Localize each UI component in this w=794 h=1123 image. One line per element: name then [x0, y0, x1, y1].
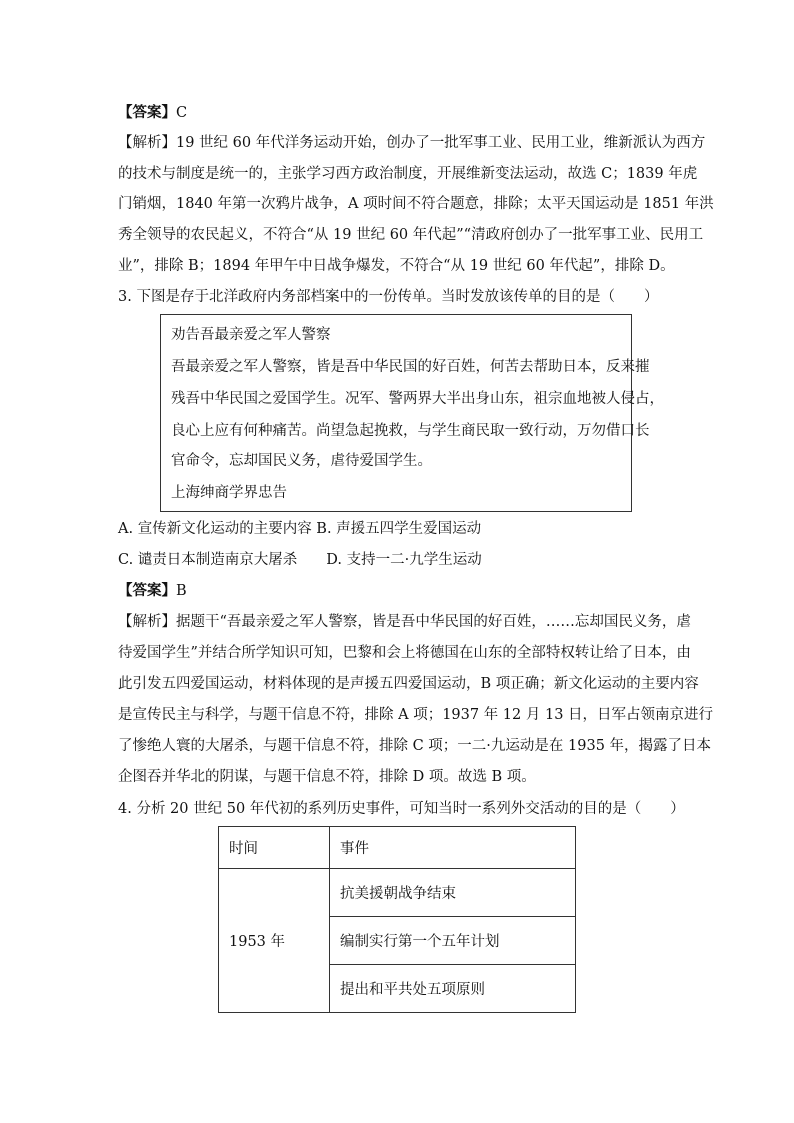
event-cell-3: 提出和平共处五项原则	[330, 965, 576, 1013]
q2-analysis-line-2: 的技术与制度是统一的，主张学习西方政治制度，开展维新变法运动，故选 C；1839 年虎	[118, 166, 698, 182]
q3-analysis-line-5: 了惨绝人寰的大屠杀，与题干信息不符，排除 C 项；一二·九运动是在 1935 年，揭露了日本	[118, 738, 712, 754]
passage-line-6: 上海绅商学界忠告	[171, 485, 287, 501]
table-row	[219, 869, 576, 917]
header-time: 时间	[219, 827, 330, 869]
q2-analysis-line-1: 【解析】19 世纪 60 年代洋务运动开始，创办了一批军事工业、民用工业，维新派认为西方	[118, 135, 706, 151]
q2-analysis-line-5: 业”，排除 B；1894 年甲午中日战争爆发，不符合“从 19 世纪 60 年代起”，排除 D。	[118, 258, 675, 274]
q3-analysis-line-1: 【解析】据题干“吾最亲爱之军人警察，皆是吾中华民国的好百姓，……忘却国民义务，虐	[118, 614, 691, 630]
q3-question: 3. 下图是存于北洋政府内务部档案中的一份传单。当时发放该传单的目的是（ ）	[118, 289, 659, 305]
table-header-row	[219, 827, 576, 869]
answer-value: C	[176, 105, 188, 121]
q3-options-line-2: C. 谴责日本制造南京大屠杀 D. 支持一二·九学生运动	[118, 552, 482, 568]
passage-line-4: 良心上应有何种痛苦。尚望急起挽救，与学生商民取一致行动，万勿借口长	[171, 423, 650, 439]
q3-analysis-line-2: 待爱国学生”并结合所学知识可知，巴黎和会上将德国在山东的全部特权转让给了日本，由	[118, 645, 691, 661]
q3-analysis-line-3: 此引发五四爱国运动，材料体现的是声援五四爱国运动，B 项正确；新文化运动的主要内容	[118, 676, 699, 692]
answer-value: B	[176, 583, 187, 599]
q2-analysis-line-4: 秀全领导的农民起义，不符合“从 19 世纪 60 年代起”“清政府创办了一批军事工业、民用工	[118, 227, 704, 243]
q4-events-table	[218, 826, 576, 1013]
event-cell-1: 抗美援朝战争结束	[330, 869, 576, 917]
q3-analysis-line-4: 是宣传民主与科学，与题干信息不符，排除 A 项；1937 年 12 月 13 日，日军占领南京进行	[118, 707, 714, 723]
q3-analysis-line-6: 企图吞并华北的阴谋，与题干信息不符，排除 D 项。故选 B 项。	[118, 769, 536, 785]
q4-question: 4. 分析 20 世纪 50 年代初的系列历史事件，可知当时一系列外交活动的目的是（ ）	[118, 801, 685, 817]
answer-tag: 【答案】	[118, 104, 176, 121]
answer-tag: 【答案】	[118, 582, 176, 599]
passage-line-1: 劝告吾最亲爱之军人警察	[171, 327, 331, 343]
q2-analysis-line-3: 门销烟，1840 年第一次鸦片战争，A 项时间不符合题意，排除；太平天国运动是 1851 年洪	[118, 196, 714, 212]
q3-options-line-1: A. 宣传新文化运动的主要内容 B. 声援五四学生爱国运动	[118, 521, 482, 537]
q3-passage-box	[160, 314, 664, 512]
passage-line-2: 吾最亲爱之军人警察，皆是吾中华民国的好百姓，何苦去帮助日本，反来摧	[171, 359, 650, 375]
passage-line-3: 残吾中华民国之爱国学生。况军、警两界大半出身山东，祖宗血地被人侵占，	[171, 391, 664, 407]
header-event: 事件	[330, 827, 576, 869]
event-cell-2: 编制实行第一个五年计划	[330, 917, 576, 965]
passage-line-5: 官命令，忘却国民义务，虐待爱国学生。	[171, 453, 432, 469]
q2-answer	[118, 103, 187, 123]
year-cell: 1953 年	[219, 869, 330, 1013]
q3-answer	[118, 581, 187, 601]
